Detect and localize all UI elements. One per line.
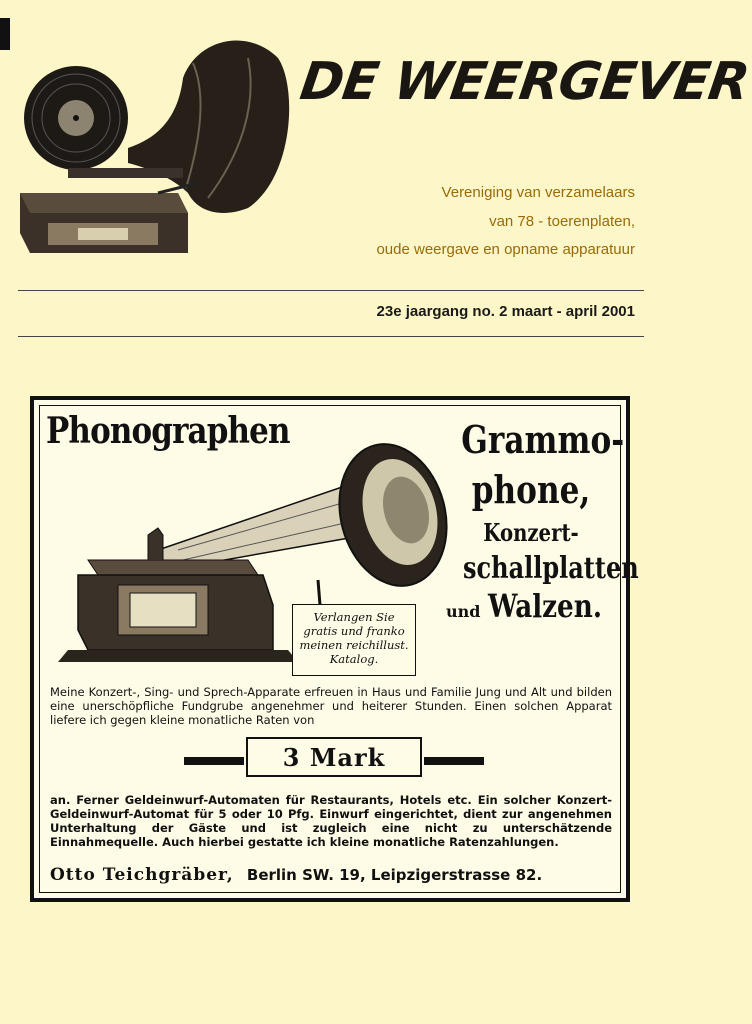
catalog-offer-line: Katalog. [329, 652, 379, 666]
price-box: 3 Mark [246, 737, 422, 777]
catalog-offer-line: gratis und franko [303, 624, 405, 638]
ad-heading-left: Phonographen [46, 410, 290, 452]
ad-body-text-2: an. Ferner Geldeinwurf-Automaten für Restaurants, Hotels etc. Ein solcher Konzert-Geldeinwurf-Automat für 5 oder 10 Pfg. Einwurf eingerichtet, dient zur angenehmen Unterhaltung der Gäste und ist zugleich eine nicht zu unterschätzende Einnahmequelle. Auch hierbei gestatte ich kleine monatliche Ratenzahlungen. [50, 793, 612, 849]
divider [18, 336, 644, 337]
masthead-tagline: Vereniging van verzamelaars [441, 184, 635, 201]
merchant-name: Otto Teichgräber, [50, 865, 234, 885]
ad-heading-line: Konzert- [483, 517, 579, 547]
issue-info: 23e jaargang no. 2 maart - april 2001 [376, 303, 635, 320]
vintage-advertisement [30, 396, 639, 902]
masthead-tagline: oude weergave en opname apparatuur [376, 241, 635, 258]
catalog-offer-line: Verlangen Sie [313, 610, 395, 624]
ad-heading-line: phone, [471, 466, 591, 512]
catalog-offer-box [292, 604, 416, 676]
ad-heading-und: und [446, 602, 481, 622]
gramophone-icon [8, 18, 303, 268]
divider [18, 290, 644, 291]
masthead-tagline: van 78 - toerenplaten, [489, 213, 635, 230]
price-bar-decoration [424, 757, 484, 765]
ad-body-text: Meine Konzert-, Sing- und Sprech-Apparate erfreuen in Haus und Familie Jung und Alt und bilden eine unerschöpfliche Fundgrube angenehmer und heiterer Stunden. Einen solchen Apparat liefere ich gegen kleine monatliche Raten von [50, 685, 612, 727]
price-bar-decoration [184, 757, 244, 765]
price-row [184, 737, 484, 783]
ad-heading-line: schallplatten [463, 550, 639, 586]
catalog-offer-line: meinen reichillust. [299, 638, 409, 652]
ad-heading-walzen: Walzen. [488, 587, 603, 626]
ad-heading-line: Grammo- [461, 417, 625, 462]
ad-heading-line [446, 587, 616, 626]
ad-signature [50, 865, 542, 885]
masthead-logo: DE WEERGEVER [296, 52, 752, 112]
ad-heading-right [446, 417, 639, 626]
merchant-address: Berlin SW. 19, Leipzigerstrasse 82. [246, 866, 543, 884]
